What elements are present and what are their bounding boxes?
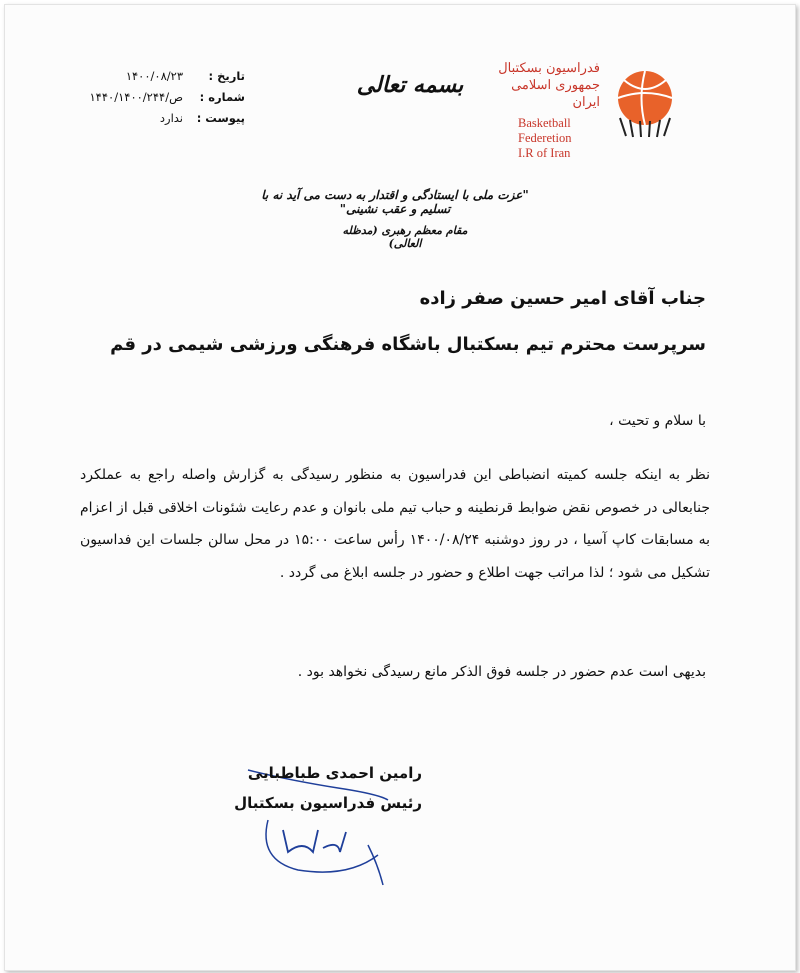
federation-fa-line1: فدراسیون بسکتبال bbox=[498, 61, 600, 76]
signatory-name: رامین احمدی طباطبایی bbox=[247, 764, 422, 782]
letter-closing: بدیهی است عدم حضور در جلسه فوق الذکر مانع رسیدگی نخواهد بود . bbox=[297, 664, 706, 680]
meta-number bbox=[60, 87, 245, 108]
federation-name-en bbox=[518, 116, 608, 161]
federation-name-fa bbox=[492, 60, 600, 111]
signatory-title: رئیس فدراسیون بسکتبال bbox=[234, 794, 422, 812]
federation-en-line2: Federetion bbox=[518, 131, 572, 145]
quote-source: مقام معظم رهبری (مدظله العالی) bbox=[342, 224, 468, 250]
federation-fa-line2: جمهوری اسلامی ایران bbox=[511, 78, 600, 110]
federation-en-line1: Basketball bbox=[518, 116, 571, 130]
addressee-name: جناب آقای امیر حسین صفر زاده bbox=[419, 288, 706, 309]
meta-date-value: ۱۴۰۰/۰۸/۲۳ bbox=[125, 69, 183, 83]
greeting: با سلام و تحیت ، bbox=[609, 413, 706, 429]
meta-number-value: ۱۴۴۰/ص/۱۴۰۰/۲۴۴ bbox=[89, 90, 183, 104]
letter-meta bbox=[60, 66, 245, 129]
meta-date bbox=[60, 66, 245, 87]
bismillah-heading: بسمه تعالی bbox=[356, 72, 464, 98]
meta-date-label: تاریخ : bbox=[208, 69, 245, 83]
federation-en-line3: I.R of Iran bbox=[518, 146, 571, 160]
leader-quote: "عزت ملی با ایستادگی و اقتدار به دست می آید نه با تسلیم و عقب نشینی" bbox=[261, 188, 529, 216]
meta-attachment-value: ندارد bbox=[159, 111, 183, 125]
addressee-title: سرپرست محترم تیم بسکتبال باشگاه فرهنگی ورزشی شیمی در قم bbox=[110, 334, 706, 355]
meta-attachment bbox=[60, 108, 245, 129]
meta-attachment-label: پیوست : bbox=[196, 111, 245, 125]
basketball-logo-icon bbox=[610, 68, 680, 138]
letter-body: نظر به اینکه جلسه کمیته انضباطی این فدراسیون به منظور رسیدگی به گزارش واصله راجع به عملکرد جنابعالی در خصوص نقض ضوابط قرنطینه و حباب تیم ملی بانوان و عدم رعایت شئونات اخلاقی قبل از اعزام به مسابقات کاپ آسیا ، در روز دوشنبه ۱۴۰۰/۰۸/۲۴ رأس ساعت ۱۵:۰۰ در محل سالن جلسات این فداسیون تشکیل می شود ؛ لذا مراتب جهت اطلاع و حضور در جلسه ابلاغ می گردد . bbox=[80, 467, 710, 581]
meta-number-label: شماره : bbox=[199, 90, 245, 104]
